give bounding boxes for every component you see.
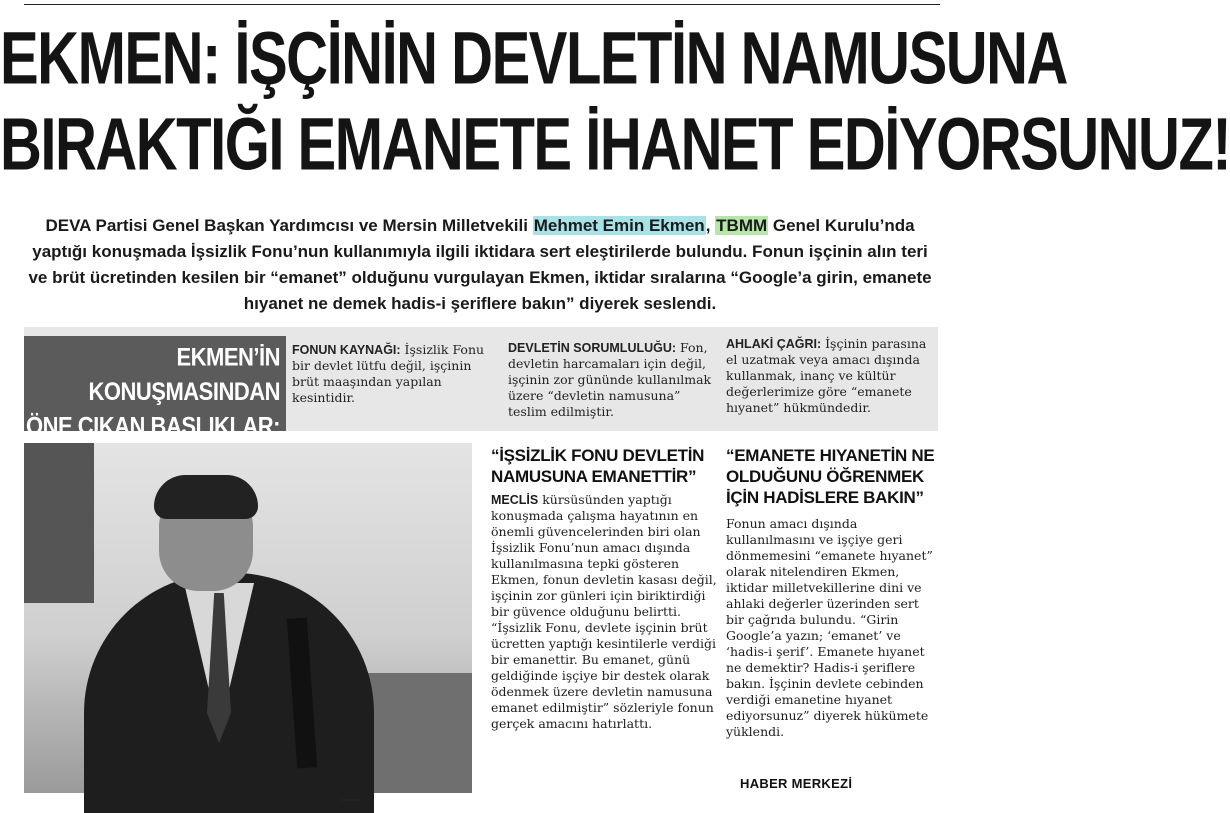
highlight-text: Fon, devletin harcamaları için değil, işçinin zor gününde kullanılmak üzere “devletin namusuna” teslim edilmiştir. — [508, 340, 712, 419]
speaker-photo — [24, 443, 472, 793]
article-2-body — [726, 516, 940, 740]
article-2-heading: “EMANETE HIYANETİN NE OLDUĞUNU ÖĞRENMEK İÇİN HADİSLERE BAKIN” — [726, 446, 935, 507]
article-1-body — [491, 492, 719, 732]
highlights-title-line-1: EKMEN’İN KONUŞMASINDAN — [88, 342, 280, 406]
highlight-text: İşsizlik Fonu bir devlet lütfu değil, işçinin brüt maaşından yapılan kesintidir. — [292, 342, 485, 405]
photo-hair — [154, 475, 258, 519]
photo-seat-shadow — [24, 443, 94, 603]
lead-paragraph — [24, 213, 936, 317]
highlighted-name: Mehmet Emin Ekmen — [533, 216, 705, 235]
highlights-title — [24, 340, 280, 444]
lead-text-2: Genel Kurulu’nda yaptığı konuşmada İşsizlik Fonu’nun kullanımıyla ilgili iktidara sert eleştirilerde bulundu. Fonun işçinin alın teri ve brüt ücretinden kesilen bir “emanet” olduğunu vurgulayan Ekmen, iktidar sıralarına “Google’a girin, emanete hıyanet ne demek hadis-i şeriflere bakın” diyerek seslendi. — [28, 216, 932, 313]
highlight-label: DEVLETİN SORUMLULUĞU: — [508, 341, 677, 355]
headline-line-2: BIRAKTIĞI EMANETE İHANET EDİYORSUNUZ! — [0, 102, 1230, 187]
highlight-item — [508, 340, 718, 420]
highlight-text: İşçinin parasına el uzatmak veya amacı dışında kullanmak, inanç ve kültür değerlerimize göre “emanete hıyanet” hükmündedir. — [726, 336, 927, 415]
lead-comma: , — [705, 216, 716, 235]
top-rule — [24, 4, 940, 5]
article-1-heading: “İŞSİZLİK FONU DEVLETİN NAMUSUNA EMANETTİR” — [491, 446, 705, 486]
highlight-label: AHLAKİ ÇAĞRI: — [726, 337, 822, 351]
highlights-title-line-2: ÖNE ÇIKAN BAŞLIKLAR: — [26, 411, 280, 441]
highlight-item — [726, 336, 936, 416]
byline: HABER MERKEZİ — [740, 776, 853, 791]
article-1-text: kürsüsünden yaptığı konuşmada çalışma hayatının en önemli güvencelerinden biri olan İşsizlik Fonu’nun amacı dışında kullanılmasına tepki gösteren Ekmen, fonun devletin kasası değil, işçinin zor günleri için biriktirdiği bir güvence olduğunu belirtti. “İşsizlik Fonu, devlete işçinin brüt ücretten yaptığı kesintilerle verdiği bir emanettir. Bu emanet, günü geldiğinde işçiye bir destek olarak ödenmek üzere devletin namusuna emanet edilmiştir” sözleriyle fonun gerçek amacını hatırlattı. — [491, 492, 717, 731]
bottom-rule — [340, 799, 360, 801]
lead-text-1: DEVA Partisi Genel Başkan Yardımcısı ve Mersin Milletvekili — [45, 216, 533, 235]
headline-line-1: EKMEN: İŞÇİNİN DEVLETİN NAMUSUNA — [0, 16, 1067, 101]
highlighted-tbmm: TBMM — [716, 216, 768, 235]
article-1-lead-word: MECLİS — [491, 493, 539, 507]
article-2-text: Fonun amacı dışında kullanılmasını ve işçiye geri dönmemesini “emanete hıyanet” olarak nitelendiren Ekmen, iktidar milletvekillerine dini ve ahlaki değerler üzerinden sert bir çağrıda bulundu. “Girin Google’a yazın; ‘emanet’ ve ‘hadis-i şerif’. Emanete hıyanet ne demektir? Hadis-i şeriflere bakın. İşçinin devlete cebinden verdiği emanetine hıyanet ediyorsunuz” diyerek hükümete yüklendi. — [726, 516, 933, 739]
highlight-label: FONUN KAYNAĞI: — [292, 343, 401, 357]
highlight-item — [292, 342, 502, 406]
